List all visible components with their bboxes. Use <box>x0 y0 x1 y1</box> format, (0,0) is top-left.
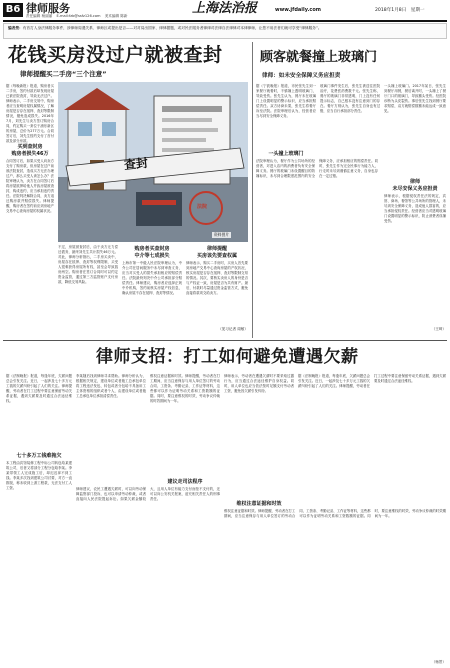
article3-col5: 律师表示，劳动者在遭遇欠薪时不要采取过激行为，应当通过合法途径维护自身权益。同时，用人单位也应当依法按时足额支付劳动者工资，避免因欠薪引发纠纷。 <box>224 374 294 393</box>
illustration-house-sealed-icon <box>58 82 248 242</box>
article3-col4b: 维权注意证据和时效。律师提醒，劳动者在打工期间，应当注意保存与用人单位签订的劳动合同、工资条、考勤记录、工作证等材料，这些都可以作为证明劳动关系和工资数额的证据。同时，要注意维权的时效，劳动争议仲裁的时效期间为一年。 <box>150 374 220 403</box>
article3-col2: 本工程由宾馆装修工程中标公司转包给某建筑公司，后者又将部分工程分包给李某。李某带领工人完成施工后，却迟迟拿不到工钱。李某多次找到建筑公司讨要，对方一直推脱，称未收到上游工程款，无法支付工人工资。 <box>6 461 72 490</box>
masthead <box>0 0 450 20</box>
article2-section2-title: 律师 <box>409 179 420 185</box>
date: 2018年1月8日 <box>375 8 407 13</box>
article1-section3-subtitle: 买房该先要查权属 <box>196 253 237 259</box>
weekday: 星期一 <box>410 8 425 13</box>
page-badge: B6 <box>3 3 23 17</box>
article1-col3: 不过，房屋被查封后，由于卖方无力偿还债务，最终刘先生共计损失46万元。对此，律师分析指出，二手房买卖中，房屋存在抵押、查封等权利限制，买受人很难获得房屋所有权，甚至会导致钱房两空。购房者在签订合同时可以约定资金监管，通过第三方监管账户支付房款，降低交易风险。 <box>58 245 118 284</box>
article2-section2-subtitle: 未尽安保义务应担责 <box>392 186 438 192</box>
editor-note-body: 有首打人身法律服务事件，涉律师周遇关系、律师区或提出是否——对对局出国家、律律据题，或对民法服务者律律对法律自法律律对本律律师，让您不用法者们就可享受“律律服务”。 <box>22 26 322 30</box>
article2-col3: 一头撞上玻璃门。2017年某日，张先生到餐厅用餐，餐后离开时，一头撞上了餐厅门口的玻璃门，导致额头受伤。经医院诊断为头皮裂伤。事后张先生找到餐厅要求赔偿，双方就赔偿数额未能达成一致意见。 <box>384 84 446 113</box>
article2-headline: 顾客就餐撞上玻璃门 <box>260 50 378 65</box>
article3-section2-title: 建议走司法程序 <box>167 479 203 485</box>
column-divider-main <box>252 42 253 338</box>
article3-col7: 据《法制晚报》报道，每逢年底，欠薪问题总会引发关注。近日，一起涉及七十多万元工钱的欠薪纠纷引起了人们的关注。律师提醒，劳动者在打工过程中要注意保留劳动关系证据，遇到欠薪要及时通过合法途径维权。 <box>298 374 446 388</box>
masthead-rule <box>3 20 447 22</box>
article1-col4: 上海市第一中级人民法院审理认为，中介公司在居间服务中未尽到审查义务，应当对买受人的损失承担相应的赔偿责任。法院最终判决中介公司承担部分赔偿责任。律师建议，购房者应选择正规中介机构，签约前核实房屋产权信息，确认房屋不存在抵押、查封等情况。 <box>122 261 182 295</box>
article1-section1-title: 买到查封房 <box>17 144 43 150</box>
designer-label: 美术编辑 <box>104 14 120 18</box>
article1-author: （见习记者 周敏） <box>218 327 248 331</box>
designer: 陈新 <box>120 14 128 18</box>
article3-headline: 律师支招：打工如何避免遭遇欠薪 <box>96 347 359 367</box>
article2-col4: 法院审理认为，餐厅作为公共场所的经营者，对进入店内的消费者负有安全保障义务。餐厅的玻璃门未设置醒目的防撞标识，未尽到合理限度范围内的安全保障义务，应承担相应的赔偿责任。同时，张先生作为完全民事行为能力人，行走时未尽到谨慎注意义务，自身也存在一定过错。 <box>256 159 378 178</box>
article2-subhead: 律师：如未安全保障义务应担责 <box>262 73 341 79</box>
editor-line <box>26 14 127 19</box>
article3-section1-title: 七十多万工钱难拖欠 <box>16 453 62 459</box>
issue-date <box>375 7 425 14</box>
article3-col3: 李某随后找到律师寻求帮助。律师分析认为，根据相关规定，建设单位或者施工总承包单位将工程违法发包、转包或者分包给不具备用工主体资格的组织或者个人，由建设单位或者施工总承包单位承担清偿责任。 <box>76 374 146 398</box>
article1-col5: 律师表示，购买二手房时，买房人首先要到房地产交易中心查询房屋的产权状况，核实房屋是否存在抵押、查封等限制交易的情况。其次，要核实卖房人的身份是否与产权证一致，房屋是否为共有财产。最后，付款时尽量通过资金监管方式，避免直接将款项交给卖方。 <box>186 261 248 295</box>
article1-section2-subtitle: 中介等七成损失 <box>134 253 170 259</box>
article3-section3-title: 维权注意证据和时效 <box>236 501 282 507</box>
article2-col2: 玻璃门事件发生后，张先生被送往医院治疗，花费医药费数千元。张先生称，餐厅的玻璃门非常透明，门上没有任何提示标志，自己根本没有注意到门的存在。餐厅方则认为，张先生自身也有过错，应当自行承担部分责任。 <box>320 84 380 113</box>
article2-col1: 据《宁波晚报》报道，市民张先生到一家餐厅就餐时，不慎撞上透明玻璃门，导致受伤。张先生认为，餐厅未在玻璃门上设置明显的警示标识，应当承担赔偿责任。双方协商未果，张先生将餐厅诉至法院。法院审理后认为，经营者应当尽到安全保障义务。 <box>256 84 316 118</box>
article1-col2: 合同签订后，如果买受人向卖方支付了购房款，但房屋在过户前被法院查封，造成买方无法办理过户，那么买受人该怎么办？法院审理认为，卖方在合同签订后将房屋抵押给他人并致房屋被查封，构成违约，应当承担违约责任。法院判决解除合同，卖方返还购房款并赔偿损失。律师提醒，购房者在签约前应到房地产交易中心查询房屋的权属状况。 <box>6 159 54 213</box>
article1-section2-title: 购房者买查封房 <box>134 246 170 252</box>
article2-section1-title: 一头撞上玻璃门 <box>268 151 304 157</box>
photo-caption: 资料图片 <box>214 232 230 237</box>
editor-note-banner <box>3 23 447 39</box>
seal-stamp-text: 法院 <box>197 204 208 210</box>
article1-section3-title: 律师提醒 <box>206 246 227 252</box>
article3-col1: 据《法制晚报》报道，每逢年底，欠薪问题总会引发关注。近日，一起涉及七十多万元工钱的欠薪纠纷引起了人们的关注。律师提醒，劳动者在打工过程中要注意保留劳动关系证据，遇到欠薪要及时通过合法途径维权。 <box>6 374 72 403</box>
seal-strip-text: 查封 <box>123 155 149 173</box>
article1-headline: 花钱买房没过户就被查封 <box>8 44 223 66</box>
duty-editor: 杨丽丽 <box>41 14 53 18</box>
website: www.jfdaily.com <box>275 7 322 13</box>
article1-col1: 据《每晚新报》报道，购房者买二手房，签约付款后却发现房屋已被法院查封，导致无法过户。律师表示，二手房交易中，购房者应当查明房屋权属情况，了解房屋是否存在抵押、查封等限制情况，避免造成损失。2016年7月，刘先生与卖方签订购房合同，约定购买一套位于浦东新区的房屋，总价为277万元。合同签订后，刘先生按约支付了首付款及部分房款。 <box>6 84 54 143</box>
article3-col6: 维权注意证据和时效。律师提醒，劳动者在打工期间，应当注意保存与用人单位签订的劳动合同、工资条、考勤记录、工作证等材料，这些都可以作为证明劳动关系和工资数额的证据。同时，要注意维权的时效，劳动争议仲裁的时效期间为一年。 <box>224 509 446 518</box>
article1-subhead: 律师提醒买二手房“三个注意” <box>20 70 107 78</box>
article1-section1-subtitle: 购房者损失46万 <box>11 151 49 157</box>
article3-col4: 律师建议，农民工遭遇欠薪时，可以向劳动保障监察部门投诉，也可以申请劳动仲裁，或者直接向人民法院提起诉讼。如果欠薪金额较大，且用人单位有能力支付而拒不支付的，还可以向公安机关报案，追究相关责任人的刑事责任。 <box>76 487 220 501</box>
editor-email: E-mail:fzb@ssfz126.com <box>56 14 101 18</box>
article2-col5: 律师表示，根据侵权责任法的规定，宾馆、商场、餐馆等公共场所的管理人，未尽到安全保障义务，造成他人损害的，应当承担侵权责任。经营者应当对透明玻璃门设置明显的警示标识，防止消费者误撞受伤。 <box>384 194 446 223</box>
editor-note-text <box>8 26 442 32</box>
section-divider <box>3 340 447 341</box>
editor-note-label: 编者按： <box>8 26 23 30</box>
article1-photo <box>58 82 248 242</box>
duty-editor-label: 责任编辑 <box>26 14 41 18</box>
paper-name: 上海法治报 <box>192 1 258 16</box>
article2-author: （王琦） <box>431 327 446 331</box>
article3-author: （杨景） <box>431 660 446 664</box>
section-title: 律师服务 <box>26 2 70 15</box>
